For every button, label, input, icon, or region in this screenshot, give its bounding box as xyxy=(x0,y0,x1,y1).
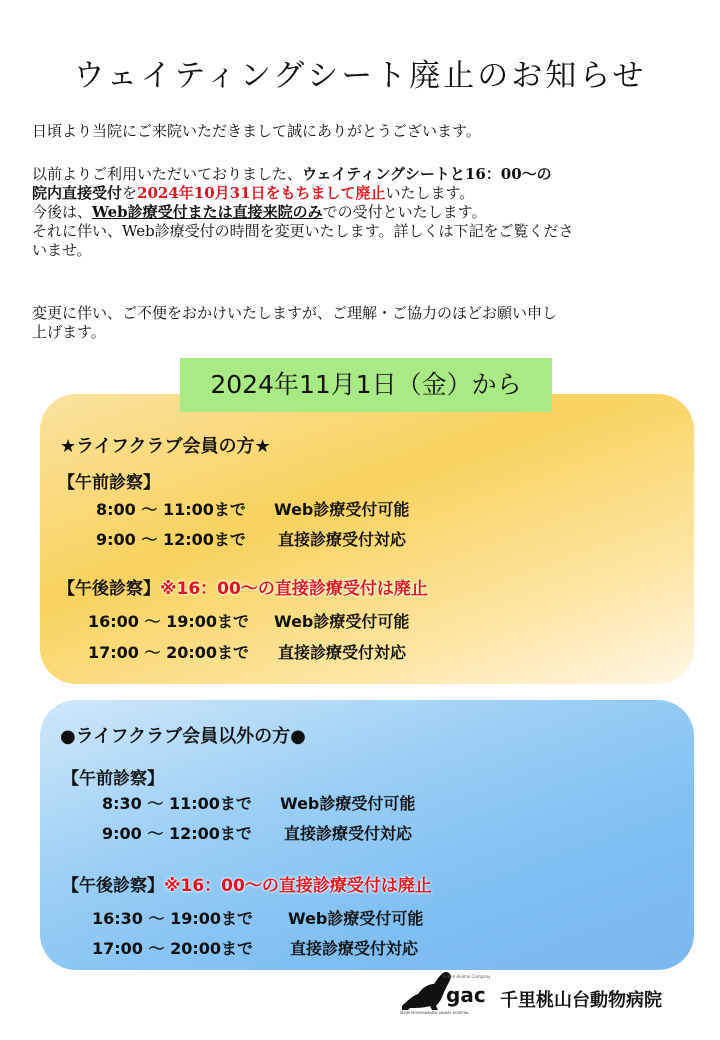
members-am-desc: Web診療受付可能 xyxy=(274,500,410,519)
members-pm-time: 17:00 〜 20:00まで xyxy=(88,643,250,662)
logo-bottom-text: SENRI MOMOYAMADAI ANIMAL HOSPITAL xyxy=(400,1011,470,1015)
announcement-end: いたします。 xyxy=(385,184,475,202)
members-title: ★ライフクラブ会員の方★ xyxy=(60,436,271,457)
hospital-name: 千里桃山台動物病院 xyxy=(500,990,662,1011)
apology-line-2: 上げます。 xyxy=(32,323,106,341)
non-members-card xyxy=(40,700,694,970)
non-members-pm-time: 17:00 〜 20:00まで xyxy=(92,939,254,958)
non-members-am-time: 9:00 〜 12:00まで xyxy=(102,824,252,843)
non-members-am-desc: 直接診療受付対応 xyxy=(284,824,413,843)
page-title: ウェイティングシート廃止のお知らせ xyxy=(73,58,647,94)
intro-greeting: 日頃より当院にご来院いただきまして誠にありがとうございます。 xyxy=(32,122,481,140)
members-pm-notice: ※16：00〜の直接診療受付は廃止 xyxy=(160,579,428,599)
apology-line-1: 変更に伴い、ご不便をおかけいたしますが、ご理解・ご協力のほどお願い申し xyxy=(32,304,558,322)
non-members-am-label: 【午前診察】 xyxy=(62,769,164,789)
future-end: での受付といたします。 xyxy=(322,203,487,221)
logo-top-text: Green Animal Company xyxy=(443,974,491,979)
non-members-pm-desc: Web診療受付可能 xyxy=(288,909,424,928)
non-members-pm-notice: ※16：00〜の直接診療受付は廃止 xyxy=(164,876,432,896)
members-pm-desc: Web診療受付可能 xyxy=(274,612,410,631)
announcement-particle: を xyxy=(122,184,138,202)
non-members-pm-row xyxy=(92,906,423,929)
announcement-target: ウェイティングシートと16：00〜の xyxy=(302,165,552,183)
members-pm-row xyxy=(88,640,406,663)
logo-mark: gac xyxy=(446,983,486,1007)
members-pm-row xyxy=(88,609,409,632)
non-members-pm-row xyxy=(92,936,418,959)
future-text: 今後は、 xyxy=(32,203,93,221)
date-banner: 2024年11月1日（金）から xyxy=(180,358,552,412)
announcement-target-2: 院内直接受付 xyxy=(32,184,123,202)
members-card xyxy=(40,394,694,684)
non-members-pm-label: 【午後診察】 xyxy=(62,876,164,896)
announcement-text: 以前よりご利用いただいておりました、 xyxy=(32,165,303,183)
members-am-row xyxy=(96,497,409,520)
non-members-title: ●ライフクラブ会員以外の方● xyxy=(60,726,306,747)
members-pm-desc: 直接診療受付対応 xyxy=(278,643,407,662)
non-members-am-time: 8:30 〜 11:00まで xyxy=(102,794,252,813)
intro-announcement xyxy=(32,165,704,260)
non-members-am-desc: Web診療受付可能 xyxy=(280,794,416,813)
change-text: それに伴い、Web診療受付の時間を変更いたします。詳しくは下記をご覧くださ xyxy=(32,222,574,240)
members-am-time: 9:00 〜 12:00まで xyxy=(96,530,246,549)
non-members-pm-label-row xyxy=(62,871,432,896)
non-members-pm-desc: 直接診療受付対応 xyxy=(290,939,419,958)
announcement-deadline: 2024年10月31日をもちまして廃止 xyxy=(137,184,386,202)
members-am-time: 8:00 〜 11:00まで xyxy=(96,500,246,519)
members-am-label: 【午前診察】 xyxy=(58,473,160,493)
members-am-desc: 直接診療受付対応 xyxy=(278,530,407,549)
members-pm-label-row xyxy=(58,574,428,599)
non-members-am-row xyxy=(102,821,412,844)
future-method: Web診療受付または直接来院のみ xyxy=(92,203,323,221)
non-members-am-row xyxy=(102,791,415,814)
members-pm-time: 16:00 〜 19:00まで xyxy=(88,612,250,631)
members-pm-label: 【午後診察】 xyxy=(58,579,160,599)
members-am-row xyxy=(96,527,406,550)
non-members-pm-time: 16:30 〜 19:00まで xyxy=(92,909,254,928)
intro-apology xyxy=(32,304,704,342)
dog-silhouette-icon xyxy=(398,966,498,1016)
change-text-2: いませ。 xyxy=(32,241,92,259)
